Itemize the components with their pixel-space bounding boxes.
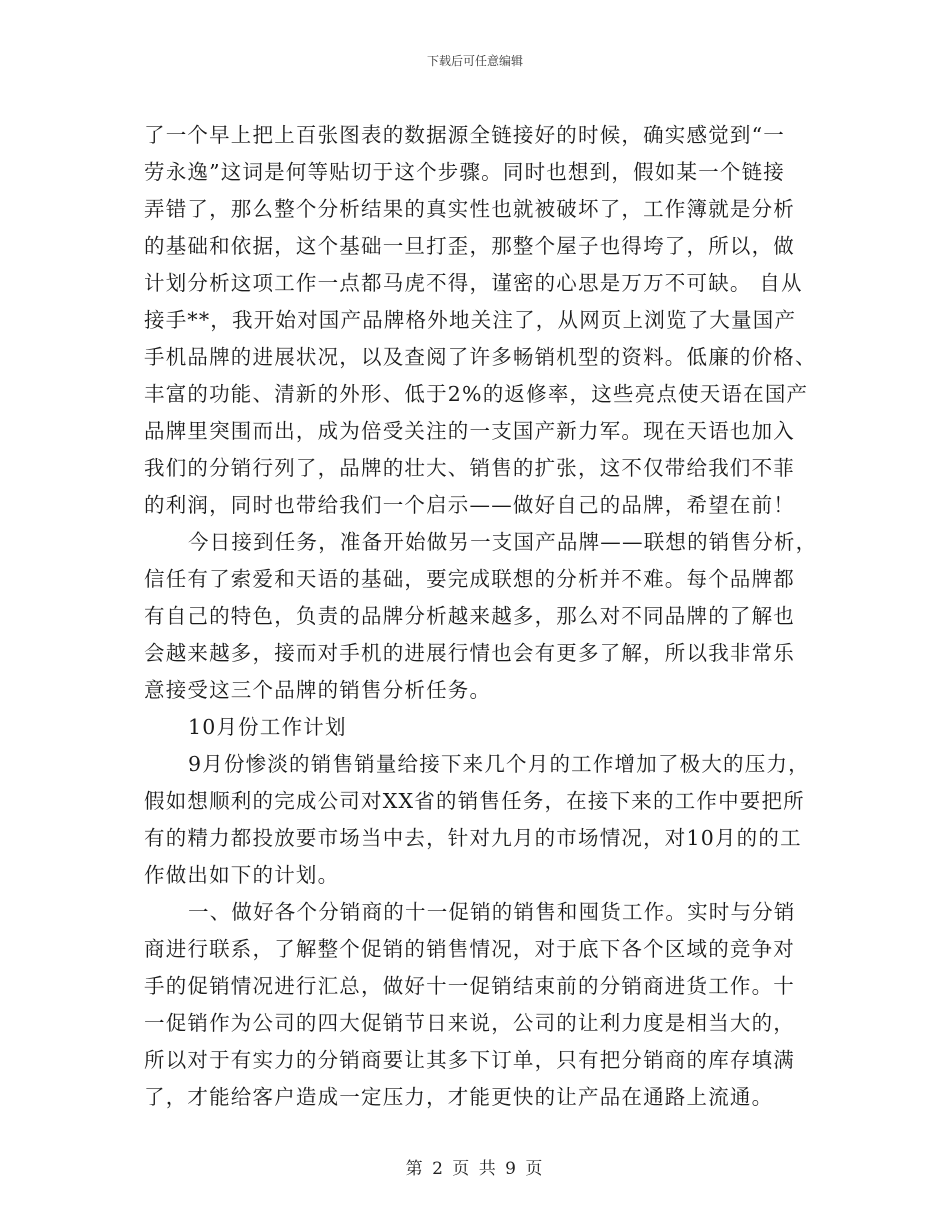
page-footer-page-number: 第 2 页 共 9 页 xyxy=(405,1159,545,1179)
text-line: 品牌里突围而出，成为倍受关注的一支国产新力军。现在天语也加入 xyxy=(144,419,795,443)
text-line: 假如想顺利的完成公司对XX省的销售任务，在接下来的工作中要把所 xyxy=(144,789,805,813)
text-line: 意接受这三个品牌的销售分析任务。 xyxy=(144,678,492,702)
text-line: 计划分析这项工作一点都马虎不得，谨密的心思是万万不可缺。 自从 xyxy=(144,271,803,295)
text-line: 会越来越多，接而对手机的进展行情也会有更多了解，所以我非常乐 xyxy=(144,641,795,665)
text-line: 了，才能给客户造成一定压力，才能更快的让产品在通路上流通。 xyxy=(144,1085,774,1109)
text-line: 丰富的功能、清新的外形、低于2%的返修率，这些亮点使天语在国产 xyxy=(144,382,809,406)
document-body xyxy=(144,117,818,1116)
text-line: 10月份工作计划 xyxy=(188,715,347,739)
text-line: 商进行联系，了解整个促销的销售情况，对于底下各个区域的竞争对 xyxy=(144,937,795,961)
text-line: 9月份惨淡的销售销量给接下来几个月的工作增加了极大的压力， xyxy=(188,752,810,776)
text-line: 手机品牌的进展状况，以及查阅了许多畅销机型的资料。低廉的价格、 xyxy=(144,345,817,369)
text-line: 劳永逸”这词是何等贴切于这个步骤。同时也想到，假如某一个链接 xyxy=(144,160,785,184)
text-line: 一、做好各个分销商的十一促销的销售和囤货工作。实时与分销 xyxy=(188,900,796,924)
text-line: 作做出如下的计划。 xyxy=(144,863,340,887)
text-line: 手的促销情况进行汇总，做好十一促销结束前的分销商进货工作。十 xyxy=(144,974,795,998)
text-line: 所以对于有实力的分销商要让其多下订单，只有把分销商的库存填满 xyxy=(144,1048,795,1072)
text-line: 有自己的特色，负责的品牌分析越来越多，那么对不同品牌的了解也 xyxy=(144,604,795,628)
text-line: 的利润，同时也带给我们一个启示——做好自己的品牌，希望在前！ xyxy=(144,493,795,517)
text-line: 一促销作为公司的四大促销节日来说，公司的让利力度是相当大的， xyxy=(144,1011,795,1035)
page-header: 下载后可任意编辑 xyxy=(426,54,523,68)
text-line: 接手**，我开始对国产品牌格外地关注了，从网页上浏览了大量国产 xyxy=(144,308,797,332)
text-line: 有的精力都投放要市场当中去，针对九月的市场情况，对10月的的工 xyxy=(144,826,802,850)
text-line: 的基础和依据，这个基础一旦打歪，那整个屋子也得垮了，所以，做 xyxy=(144,234,795,258)
text-line: 弄错了，那么整个分析结果的真实性也就被破坏了，工作簿就是分析 xyxy=(144,197,795,221)
text-line: 我们的分销行列了，品牌的壮大、销售的扩张，这不仅带给我们不菲 xyxy=(144,456,795,480)
text-line: 信任有了索爱和天语的基础，要完成联想的分析并不难。每个品牌都 xyxy=(144,567,795,591)
text-line: 今日接到任务，准备开始做另一支国产品牌——联想的销售分析， xyxy=(188,530,818,554)
text-line: 了一个早上把上百张图表的数据源全链接好的时候，确实感觉到“一 xyxy=(144,123,785,147)
